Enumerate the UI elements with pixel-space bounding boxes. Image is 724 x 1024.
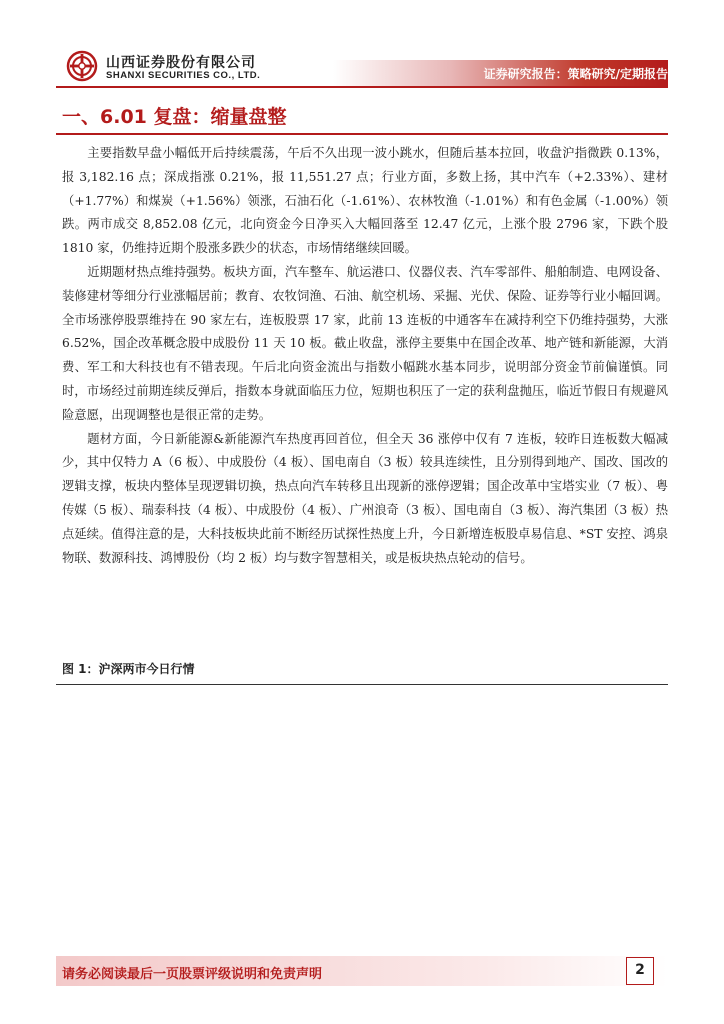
header-divider bbox=[56, 86, 668, 88]
page-number: 2 bbox=[626, 957, 654, 985]
shanxi-securities-logo-icon bbox=[66, 50, 98, 82]
company-name-en: SHANXI SECURITIES CO., LTD. bbox=[106, 70, 261, 81]
company-name-cn: 山西证券股份有限公司 bbox=[106, 55, 256, 71]
section-title: 一、6.01 复盘：缩量盘整 bbox=[62, 106, 287, 128]
footer-disclaimer[interactable]: 请务必阅读最后一页股票评级说明和免责声明 bbox=[62, 967, 323, 982]
body-text bbox=[62, 142, 668, 570]
paragraph-market-review: 主要指数早盘小幅低开后持续震荡，午后不久出现一波小跳水，但随后基本拉回，收盘沪指微跌 0.13%，报 3,182.16 点；深成指涨 0.21%，报 11,551.27 点；行业方面，多数上扬，其中汽车（+2.33%）、建材（+1.77%）和煤炭（+1.56%）领涨，石油石化（-1.61%）、农林牧渔（-1.01%）和有色金属（-1.00%）领跌。两市成交 8,852.08 亿元，北向资金今日净买入大幅回落至 12.47 亿元，上涨个股 2796 家，下跌个股 1810 家，仍维持近期个股涨多跌少的状态，市场情绪继续回暖。 bbox=[62, 146, 668, 256]
figure-divider bbox=[56, 684, 668, 685]
title-divider bbox=[56, 133, 668, 135]
report-type-tag: 证券研究报告：策略研究/定期报告 bbox=[483, 67, 668, 81]
paragraph-theme-analysis: 题材方面，今日新能源&新能源汽车热度再回首位，但全天 36 涨停中仅有 7 连板，较昨日连板数大幅减少，其中仅特力 A（6 板）、中成股份（4 板）、国电南自（3 板）较具连续性，且分别得到地产、国改、国改的逻辑支撑，板块内整体呈现逻辑切换，热点向汽车转移且出现新的涨停逻辑；国企改革中宝塔实业（7 板）、粤传媒（5 板）、瑞泰科技（4 板）、中成股份（4 板）、广州浪奇（3 板）、国电南自（3 板）、海汽集团（3 板）热点延续。值得注意的是，大科技板块此前不断经历试探性热度上升，今日新增连板股卓易信息、*ST 安控、鸿泉物联、数源科技、鸿博股份（均 2 板）均与数字智慧相关，或是板块热点轮动的信号。 bbox=[62, 431, 668, 565]
company-logo bbox=[66, 50, 98, 82]
figure-caption: 图 1：沪深两市今日行情 bbox=[62, 662, 195, 676]
paragraph-sector-hotspots: 近期题材热点维持强势。板块方面，汽车整车、航运港口、仪器仪表、汽车零部件、船舶制造、电网设备、装修建材等细分行业涨幅居前；教育、农牧饲渔、石油、航空机场、采掘、光伏、保险、证券等行业小幅回调。全市场涨停股票维持在 90 家左右，连板股票 17 家，此前 13 连板的中通客车在减持利空下仍维持强势，大涨 6.52%，国企改革概念股中成股份 11 天 10 板。截止收盘，涨停主要集中在国企改革、地产链和新能源，大消费、军工和大科技也有不错表现。午后北向资金流出与指数小幅跳水基本同步，说明部分资金节前偏谨慎。同时，市场经过前期连续反弹后，指数本身就面临压力位，短期也积压了一定的获利盘抛压，临近节假日有规避风险意愿，出现调整也是很正常的走势。 bbox=[62, 264, 668, 422]
